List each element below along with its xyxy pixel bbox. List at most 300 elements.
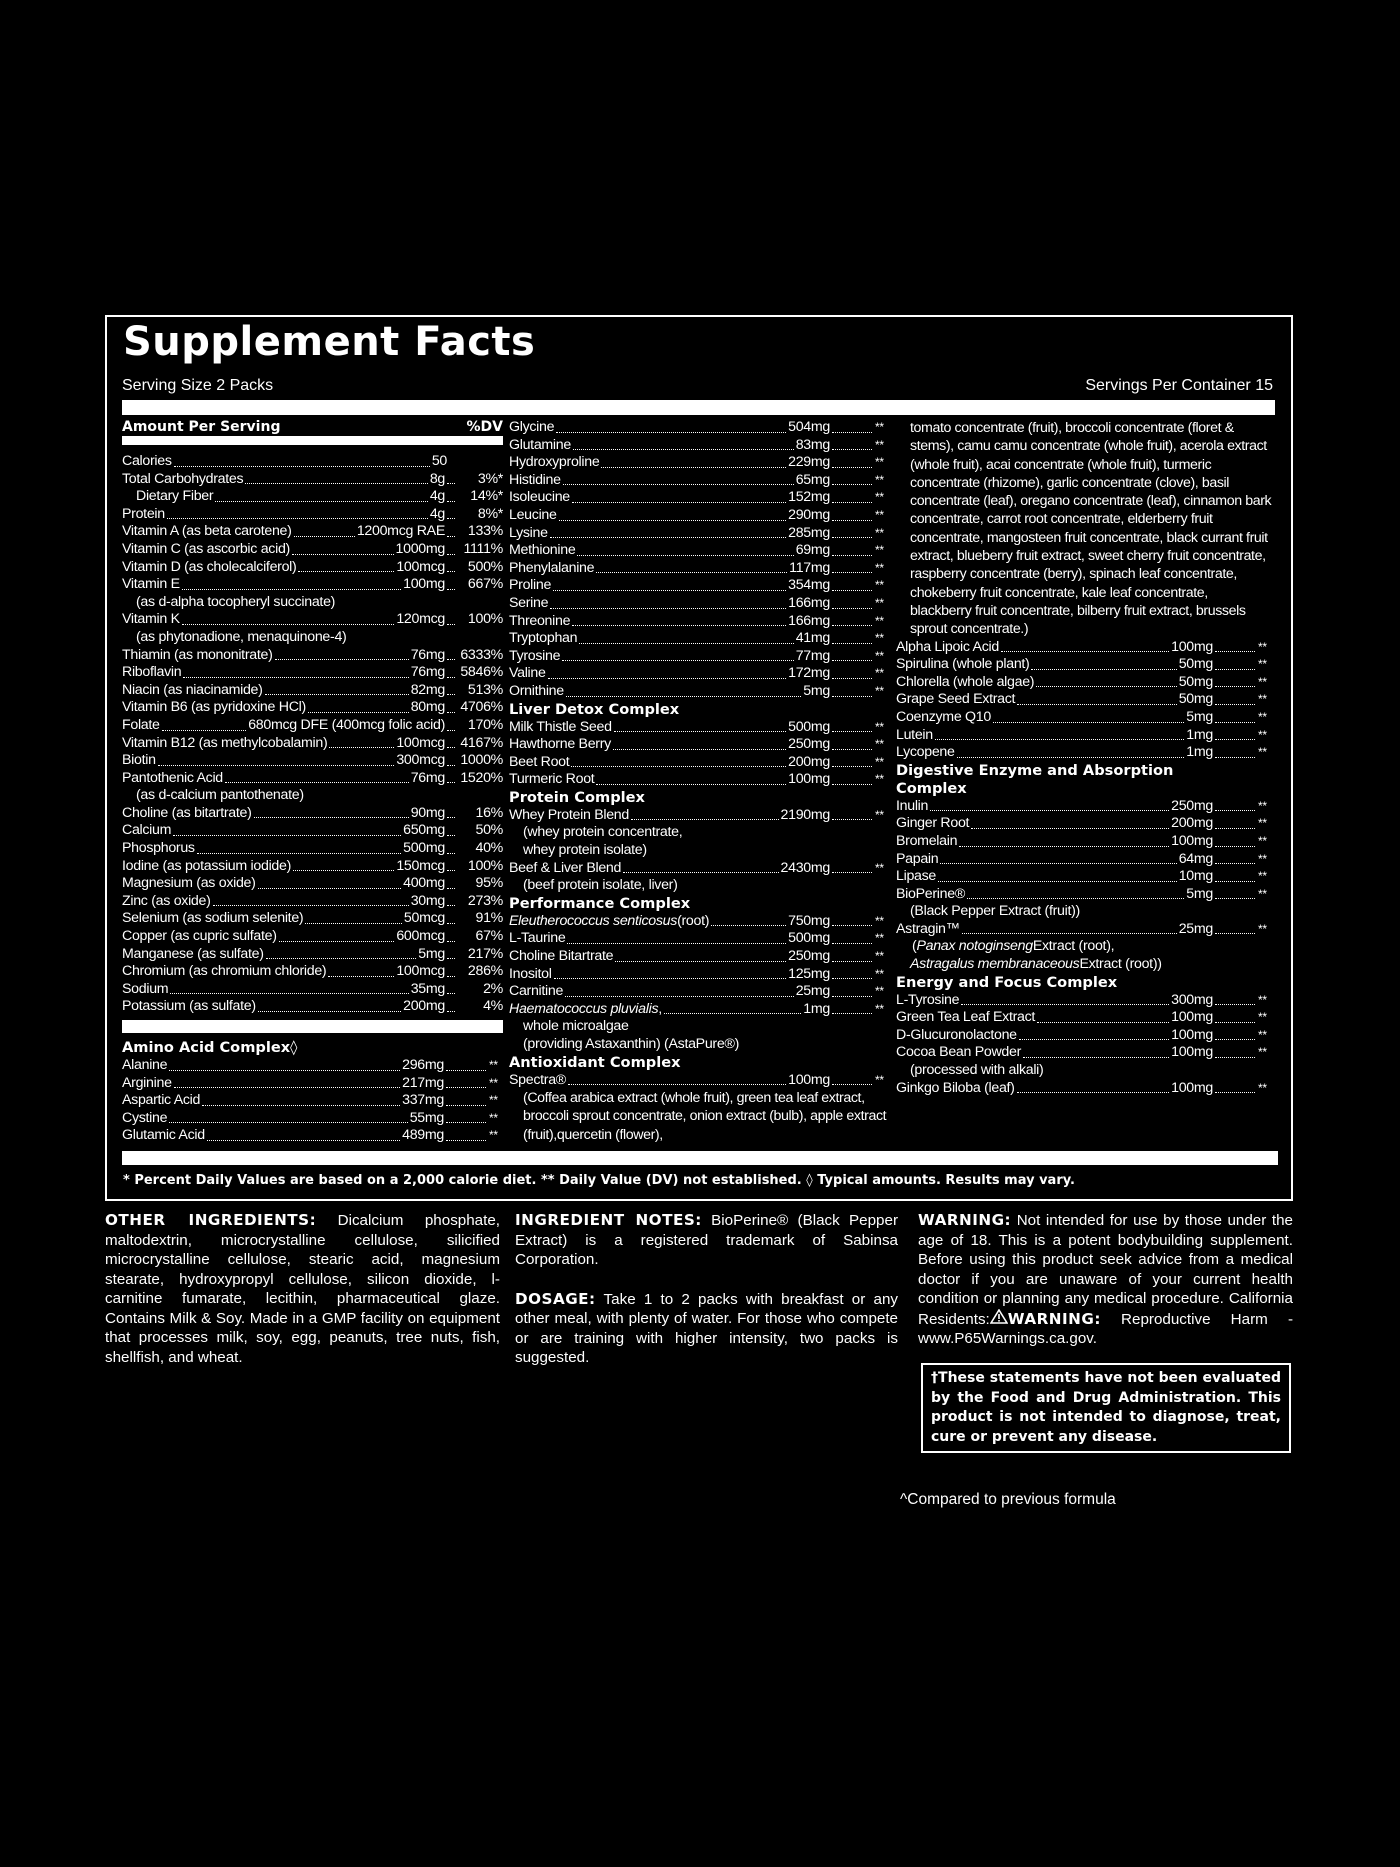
ingredient-suffix: ,: [658, 1000, 662, 1017]
nutrient-amount: 1200mcg RAE: [356, 523, 445, 540]
leader-dots: [711, 925, 786, 926]
leader-dots-short: [832, 502, 872, 503]
nutrient-row: [122, 541, 503, 559]
ingredient-dv: **: [875, 455, 884, 470]
panax-name: Panax notoginseng: [916, 938, 1033, 955]
leader-dots-short: [832, 572, 872, 573]
ingredient-row: [896, 886, 1272, 904]
ingredient-row: [896, 727, 1272, 745]
nutrient-amount: 120mcg: [396, 611, 445, 628]
leader-dots: [550, 608, 786, 609]
leader-dots: [245, 483, 428, 484]
nutrient-amount: 650mg: [403, 822, 445, 839]
ingredient-row: [896, 1027, 1272, 1045]
astragin-note-2: [896, 956, 1272, 974]
leader-dots: [550, 537, 786, 538]
ingredient-amount: 5mg: [1186, 885, 1213, 902]
leader-dots: [962, 933, 1177, 934]
leader-dots: [447, 694, 455, 695]
ingredient-name: Whey Protein Blend: [509, 806, 629, 823]
nutrient-row: [122, 594, 503, 612]
cocoa-note: [896, 1062, 1272, 1080]
nutrient-amount: 8g: [429, 470, 445, 487]
nutrient-row: [122, 840, 503, 858]
ingredient-amount: 504mg: [788, 419, 830, 435]
ingredient-name: Cocoa Bean Powder: [896, 1044, 1022, 1061]
nutrient-row: [122, 946, 503, 964]
nutrient-name: Manganese (as sulfate): [122, 945, 264, 962]
leader-dots: [258, 888, 402, 889]
ingredient-amount: 77mg: [795, 647, 830, 664]
ingredient-dv: **: [875, 525, 884, 540]
ingredient-name: Papain: [896, 850, 939, 867]
nutrient-name: Vitamin B12 (as methylcobalamin): [122, 734, 328, 751]
leader-dots-short: [832, 1084, 872, 1085]
amino-list: [122, 1057, 503, 1145]
ingredient-name: Serine: [509, 594, 549, 611]
ingredient-name: (whey protein concentrate,: [523, 824, 683, 841]
nutrient-amount: 100mcg: [396, 734, 445, 751]
ingredient-dv: **: [875, 666, 884, 681]
ingredient-row: [509, 437, 889, 455]
ingredient-row: [509, 1018, 889, 1036]
ingredient-row: [509, 877, 889, 895]
nutrient-dv: 1111%: [463, 540, 503, 557]
ingredient-amount: 152mg: [788, 489, 830, 506]
leader-dots: [613, 749, 786, 750]
ingredient-amount: 25mg: [795, 983, 830, 1000]
ingredient-amount: 117mg: [789, 559, 830, 576]
ingredient-row: [896, 992, 1272, 1010]
nutrient-amount: 80mg: [410, 699, 445, 716]
ingredient-amount: 250mg: [788, 736, 830, 753]
leader-dots: [596, 572, 787, 573]
leader-dots-short: [1215, 846, 1255, 847]
nutrient-amount: 100mcg: [396, 558, 445, 575]
nutrient-row: [122, 647, 503, 665]
ingredient-row: [509, 683, 889, 701]
ingredient-amount: 10mg: [1178, 868, 1213, 885]
servings-per-container: Servings Per Container 15: [1085, 377, 1273, 394]
nutrient-dv: 273%: [467, 892, 503, 909]
dosage-label: DOSAGE:: [515, 1289, 596, 1308]
ingredient-name: Glutamine: [509, 436, 571, 453]
leader-dots: [292, 554, 394, 555]
nutrient-name: Phosphorus: [122, 840, 195, 857]
leader-dots: [553, 590, 786, 591]
ingredient-name: Ginger Root: [896, 815, 970, 832]
liver-detox-header: Liver Detox Complex: [509, 700, 680, 718]
leader-dots-short: [832, 590, 872, 591]
nutrient-amount: 5mg: [418, 945, 445, 962]
nutrient-dv: 1520%: [460, 769, 503, 786]
amino-acid-header: Amino Acid Complex◊: [122, 1039, 298, 1056]
ingredient-amount: 296mg: [402, 1057, 444, 1073]
ingredient-name: Leucine: [509, 506, 557, 523]
ingredient-amount: 354mg: [788, 577, 830, 594]
leader-dots: [170, 993, 408, 994]
ingredient-name: Threonine: [509, 612, 571, 629]
leader-dots: [167, 518, 428, 519]
ingredient-name: Hydroxyproline: [509, 454, 600, 471]
nutrient-dv: 5846%: [460, 664, 503, 681]
nutrient-row: [122, 735, 503, 753]
ingredient-name: Glutamic Acid: [122, 1127, 205, 1144]
nutrient-dv: 100%: [467, 611, 503, 628]
leader-dots-short: [832, 766, 872, 767]
ingredient-dv: **: [875, 807, 884, 822]
dv-footnote: * Percent Daily Values are based on a 2,000 calorie diet. ** Daily Value (DV) not established. ◊ Typical amounts. Results may vary.: [123, 1173, 1075, 1188]
ingredient-row: [896, 691, 1272, 709]
antioxidant-list: [896, 639, 1272, 762]
other-ingredients-label: OTHER INGREDIENTS:: [105, 1211, 317, 1229]
leader-dots: [447, 730, 455, 731]
ingredient-amount: 337mg: [402, 1092, 444, 1109]
leader-dots-short: [832, 872, 872, 873]
leader-dots-short: [832, 943, 872, 944]
ingredient-name: Glycine: [509, 419, 555, 435]
ingredient-name: Isoleucine: [509, 489, 570, 506]
leader-dots: [197, 853, 401, 854]
ingredient-name: Bromelain: [896, 832, 958, 849]
liver-detox-list: [509, 719, 889, 789]
leader-dots-short: [1215, 1022, 1255, 1023]
leader-dots: [614, 731, 786, 732]
leader-dots: [447, 905, 455, 906]
ingredient-name: Spectra®: [509, 1071, 566, 1088]
nutrient-name: Niacin (as niacinamide): [122, 681, 263, 698]
leader-dots: [1031, 669, 1176, 670]
nutrient-row: [122, 752, 503, 770]
section-divider: [122, 1020, 503, 1033]
leader-dots-short: [1215, 1004, 1255, 1005]
ingredient-name: Ornithine: [509, 682, 564, 699]
nutrient-dv: 217%: [467, 945, 503, 962]
ingredient-name: Inositol: [509, 965, 552, 982]
nutrient-row: [122, 805, 503, 823]
nutrient-name: Selenium (as sodium selenite): [122, 910, 304, 927]
leader-dots: [447, 518, 455, 519]
nutrient-row: [122, 611, 503, 629]
nutrient-dv: 14%*: [470, 488, 503, 505]
nutrient-name: Vitamin K: [122, 611, 180, 628]
column-1: [122, 419, 503, 1145]
ingredient-dv: **: [875, 1072, 884, 1087]
ingredient-dv: **: [1258, 657, 1267, 672]
ingredient-amount: 217mg: [402, 1074, 444, 1091]
warning-label: WARNING:: [918, 1211, 1012, 1229]
antioxidant-description: tomato concentrate (fruit), broccoli concentrate (floret & stems), camu camu concentrate (whole fruit), acerola extract (whole fruit), acai concentrate (whole fruit), turmeric concentrate (rhizome), garlic concentrate (clove), basil concentrate (leaf), oregano concentrate (leaf), cinnamon bark concentrate, carrot root concentrate, elderberry fruit concentrate, mangosteen fruit concentrate, black currant fruit extract, blueberry fruit extract, sweet cherry fruit concentrate, raspberry concentrate (berry), spinach leaf concentrate, chokeberry fruit concentrate, kale leaf concentrate, blackberry fruit concentrate, bilberry fruit extract, brussels sprout concentrate.): [910, 420, 1272, 638]
ingredient-name: Lipase: [896, 868, 937, 885]
leader-dots-short: [1215, 669, 1255, 670]
leader-dots: [959, 846, 1169, 847]
nutrient-dv: 1000%: [460, 752, 503, 769]
leader-dots: [935, 739, 1184, 740]
ingredient-name: Valine: [509, 665, 546, 682]
leader-dots: [328, 976, 394, 977]
spectra-row: [509, 1072, 889, 1090]
leader-dots: [930, 810, 1169, 811]
dv-header: %DV: [466, 419, 503, 435]
astragin-row: [896, 921, 1272, 939]
leader-dots-short: [446, 1105, 486, 1106]
leader-dots: [447, 659, 455, 660]
nutrient-name: Total Carbohydrates: [122, 470, 244, 487]
leader-dots-short: [832, 961, 872, 962]
ingredient-name: Arginine: [122, 1074, 172, 1091]
ingredient-dv: **: [489, 1093, 498, 1108]
ingredient-row: [509, 824, 889, 842]
leader-dots: [447, 571, 455, 572]
leader-dots-short: [1215, 933, 1255, 934]
nutrient-dv: 513%: [467, 681, 503, 698]
leader-dots-short: [832, 608, 872, 609]
leader-dots-short: [832, 467, 872, 468]
nutrient-dv: 6333%: [460, 646, 503, 663]
ingredient-amount: 1mg: [803, 1000, 830, 1017]
ingredient-dv: **: [875, 860, 884, 875]
leader-dots: [293, 870, 394, 871]
ingredient-name: Beef & Liver Blend: [509, 859, 622, 876]
ingredient-row: [509, 454, 889, 472]
ingredient-notes: [515, 1211, 898, 1270]
nutrient-row: [122, 506, 503, 524]
leader-dots: [447, 923, 455, 924]
leader-dots: [447, 941, 455, 942]
ingredient-amount: 229mg: [788, 454, 830, 471]
ingredient-amount: 50mg: [1178, 691, 1213, 708]
ingredient-dv: **: [489, 1075, 498, 1090]
ingredient-amount: 1mg: [1186, 726, 1213, 743]
leader-dots-short: [1215, 1039, 1255, 1040]
ingredient-name: Inulin: [896, 797, 929, 814]
ingredient-name: Tyrosine: [509, 647, 561, 664]
ingredient-amount: 500mg: [788, 718, 830, 735]
ingredient-name: Aspartic Acid: [122, 1092, 201, 1109]
astragalus-name: Astragalus membranaceous: [910, 956, 1080, 973]
ingredient-name: L-Tyrosine: [896, 991, 960, 1008]
leader-dots-short: [832, 678, 872, 679]
leader-dots-short: [1215, 757, 1255, 758]
ingredient-row: [509, 948, 889, 966]
ingredient-row: [896, 709, 1272, 727]
ingredient-row: [509, 842, 889, 860]
ingredient-name: Choline Bitartrate: [509, 948, 614, 965]
nutrient-name: Dietary Fiber: [136, 488, 214, 505]
nutrient-row: [122, 981, 503, 999]
leader-dots: [556, 432, 786, 433]
nutrient-row: [122, 576, 503, 594]
leader-dots-short: [832, 625, 872, 626]
amount-per-serving-label: Amount Per Serving: [122, 419, 281, 435]
ingredient-row: [509, 860, 889, 878]
ingredient-amount: 5mg: [1186, 708, 1213, 725]
ingredient-dv: **: [1258, 1010, 1267, 1025]
leader-dots: [182, 589, 401, 590]
ingredient-row: [509, 966, 889, 984]
ingredient-amount: 750mg: [788, 912, 830, 929]
leader-dots-short: [832, 749, 872, 750]
ingredient-row: [509, 419, 889, 437]
ingredient-name: Coenzyme Q10: [896, 708, 991, 725]
leader-dots: [207, 1140, 400, 1141]
ingredient-dv: **: [1258, 886, 1267, 901]
leader-dots: [554, 978, 787, 979]
dosage-text: Take 1 to 2 packs with breakfast or any other meal, with plenty of water. For those who compete or are training with higher intensity, two packs is suggested.: [515, 1290, 898, 1366]
nutrient-row: [122, 875, 503, 893]
nutrient-amount: 150mcg: [396, 857, 445, 874]
leader-dots-short: [446, 1087, 486, 1088]
leader-dots: [567, 943, 786, 944]
bioperine-note-text: (Black Pepper Extract (fruit)): [910, 903, 1080, 920]
nutrient-dv: 667%: [467, 576, 503, 593]
leader-dots: [993, 722, 1184, 723]
leader-dots: [1023, 1057, 1169, 1058]
leader-dots: [447, 993, 455, 994]
amino-list-continued: [509, 419, 889, 701]
leader-dots: [447, 835, 455, 836]
ingredient-dv: **: [875, 683, 884, 698]
leader-dots: [572, 502, 786, 503]
ingredient-dv: **: [875, 490, 884, 505]
nutrient-row: [122, 893, 503, 911]
leader-dots-short: [1215, 898, 1255, 899]
ingredient-row: [896, 674, 1272, 692]
ingredient-name: (providing Astaxanthin) (AstaPure®): [523, 1036, 740, 1052]
ingredient-dv: **: [875, 578, 884, 593]
leader-dots: [447, 536, 455, 537]
ingredient-row: [122, 1075, 503, 1093]
ingredient-amount: 25mg: [1178, 920, 1213, 937]
leader-dots: [601, 467, 786, 468]
leader-dots: [961, 1004, 1169, 1005]
ingredient-row: [509, 983, 889, 1001]
leader-dots: [562, 660, 793, 661]
nutrient-row: [122, 471, 503, 489]
ingredient-dv: **: [875, 472, 884, 487]
leader-dots: [162, 730, 247, 731]
leader-dots-short: [1215, 739, 1255, 740]
ingredient-dv: **: [1258, 674, 1267, 689]
leader-dots-short: [832, 555, 872, 556]
leader-dots: [447, 501, 455, 502]
leader-dots-short: [1215, 828, 1255, 829]
ingredient-name: Haematococcus pluvialis: [509, 1000, 659, 1017]
antioxidant-complex-header: Antioxidant Complex: [509, 1053, 681, 1071]
ingredient-amount: 100mg: [788, 771, 830, 788]
leader-dots-short: [832, 432, 872, 433]
ingredient-name: L-Taurine: [509, 930, 566, 947]
panel-title: Supplement Facts: [123, 319, 536, 365]
warning-text: Not intended for use by those under the age of 18. This is a potent bodybuilding supplement. Before using this product seek advice from a medical doctor if you are unaware of your current health condition or planning any medical procedure. California Residents:: [918, 1212, 1293, 1328]
nutrient-dv: 4167%: [460, 734, 503, 751]
ingredient-amount: 200mg: [1171, 815, 1213, 832]
leader-dots: [579, 643, 793, 644]
leader-dots: [1017, 704, 1177, 705]
ingredient-dv: **: [1258, 833, 1267, 848]
ingredient-dv: **: [875, 648, 884, 663]
ingredient-dv: **: [875, 1001, 884, 1016]
digestive-list: [896, 798, 1272, 904]
ingredient-amount: 100mg: [1171, 1044, 1213, 1061]
cocoa-note-text: (processed with alkali): [910, 1062, 1044, 1079]
nutrient-dv: 91%: [475, 910, 503, 927]
nutrient-amount: 4g: [429, 488, 445, 505]
nutrient-dv: 8%*: [477, 505, 503, 522]
leader-dots: [447, 747, 455, 748]
leader-dots: [447, 677, 455, 678]
leader-dots-short: [832, 660, 872, 661]
panax-rest: Extract (root),: [1032, 938, 1115, 955]
ingredient-row: [896, 1009, 1272, 1027]
leader-dots: [298, 571, 394, 572]
ingredient-name: Chlorella (whole algae): [896, 673, 1035, 690]
ingredient-amount: 1mg: [1186, 744, 1213, 761]
ingredient-name: Green Tea Leaf Extract: [896, 1009, 1036, 1026]
ingredient-dv: **: [489, 1128, 498, 1143]
nutrient-name: Folate: [122, 716, 160, 733]
leader-dots: [308, 712, 409, 713]
nutrient-name: Thiamin (as mononitrate): [122, 646, 273, 663]
ingredient-amount: 250mg: [1171, 797, 1213, 814]
ingredient-row: [896, 833, 1272, 851]
ingredient-dv: **: [1258, 692, 1267, 707]
nutrient-name: Sodium: [122, 980, 169, 997]
leader-dots: [447, 1011, 455, 1012]
ingredient-row: [896, 815, 1272, 833]
leader-dots: [265, 694, 409, 695]
leader-dots: [447, 483, 455, 484]
ingredient-row: [509, 1072, 889, 1090]
ingredient-dv: **: [875, 543, 884, 558]
ingredient-row: [509, 1001, 889, 1019]
ingredient-amount: 166mg: [788, 612, 830, 629]
ingredient-amount: 41mg: [795, 630, 830, 647]
leader-dots: [1019, 1039, 1169, 1040]
ingredient-amount: 55mg: [409, 1109, 444, 1126]
ingredient-row: [896, 798, 1272, 816]
nutrient-amount: 35mg: [410, 980, 445, 997]
ingredient-row: [896, 1080, 1272, 1098]
nutrient-name: Chromium (as chromium chloride): [122, 963, 327, 980]
nutrient-amount: 76mg: [410, 646, 445, 663]
ingredient-name: (beef protein isolate, liver): [523, 877, 678, 894]
notes-and-dosage: [515, 1211, 898, 1368]
ingredient-amount: 100mg: [1171, 1026, 1213, 1043]
nutrient-row: [122, 822, 503, 840]
ingredient-amount: 100mg: [788, 1071, 830, 1088]
nutrient-dv: 95%: [475, 875, 503, 892]
nutrient-dv: 170%: [467, 716, 503, 733]
leader-dots-short: [832, 696, 872, 697]
ingredient-row: [896, 851, 1272, 869]
nutrient-amount: 300mcg: [396, 752, 445, 769]
ingredient-amount: 2430mg: [780, 859, 830, 876]
ingredient-dv: **: [1258, 745, 1267, 760]
ingredient-row: [509, 913, 889, 931]
ingredient-dv: **: [1258, 816, 1267, 831]
nutrient-dv: 286%: [467, 963, 503, 980]
ingredient-dv: **: [1258, 639, 1267, 654]
leader-dots: [213, 905, 409, 906]
ingredient-amount: 250mg: [788, 948, 830, 965]
leader-dots-short: [1215, 722, 1255, 723]
ingredient-dv: **: [875, 949, 884, 964]
ingredient-name: Milk Thistle Seed: [509, 718, 612, 735]
ingredient-name: Lutein: [896, 726, 933, 743]
nutrient-row: [122, 559, 503, 577]
ingredient-row: [509, 736, 889, 754]
